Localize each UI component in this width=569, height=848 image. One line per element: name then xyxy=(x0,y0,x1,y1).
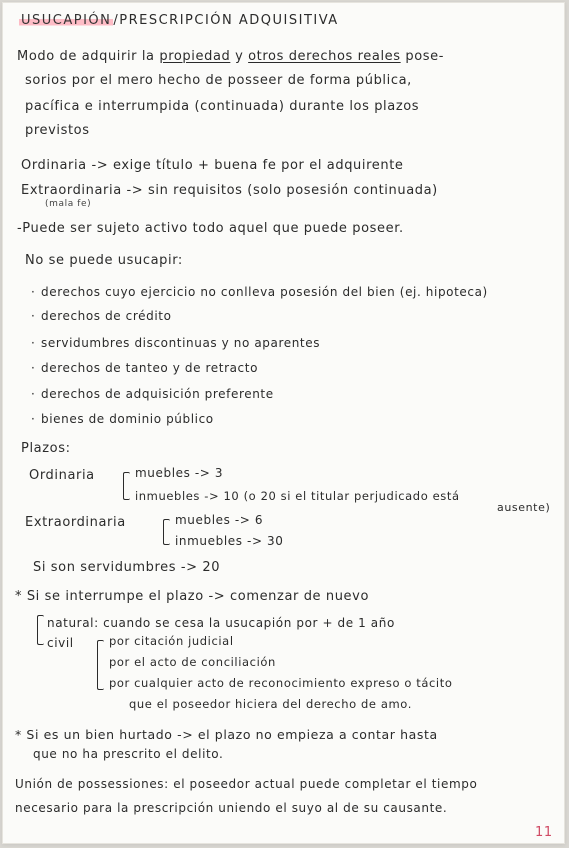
servidumbres-plazo: Si son servidumbres -> 20 xyxy=(33,560,221,575)
hurto-line-2: que no ha prescrito el delito. xyxy=(33,747,224,761)
union-line-2: necesario para la prescripción uniendo el suyo al de su causante. xyxy=(15,801,448,815)
list-item: · derechos de adquisición preferente xyxy=(31,387,274,401)
union-line-1: Unión de possessiones: el poseedor actual puede completar el tiempo xyxy=(15,777,478,791)
plazos-heading: Plazos: xyxy=(21,441,71,456)
plazo-extraordinaria-label: Extraordinaria xyxy=(25,515,126,530)
interrupcion-civil-label: civil xyxy=(47,636,74,650)
civil-item: por el acto de conciliación xyxy=(109,655,276,669)
extraordinaria-line: Extraordinaria -> sin requisitos (solo posesión continuada) xyxy=(21,183,438,198)
bracket-extraordinaria xyxy=(163,519,170,545)
title-highlight: USUCAPIÓN xyxy=(21,13,112,28)
definition-text: Modo de adquirir la xyxy=(17,49,155,64)
definition-line-2: sorios por el mero hecho de posseer de forma pública, xyxy=(25,73,412,88)
page-title xyxy=(19,13,339,28)
interrupcion-natural: natural: cuando se cesa la usucapión por + de 1 año xyxy=(47,616,395,630)
mala-fe-note: (mala fe) xyxy=(45,199,92,209)
list-item: · derechos de tanteo y de retracto xyxy=(31,361,259,375)
ord-muebles: muebles -> 3 xyxy=(135,466,224,480)
definition-line-1 xyxy=(17,49,444,64)
definition-line-3: pacífica e interrumpida (continuada) durante los plazos xyxy=(25,99,420,114)
plazo-ordinaria-label: Ordinaria xyxy=(29,468,95,483)
civil-item: por cualquier acto de reconocimiento expreso o tácito xyxy=(109,676,453,690)
civil-item: por citación judicial xyxy=(109,634,234,648)
ord-inmuebles: inmuebles -> 10 (o 20 si el titular perjudicado está xyxy=(135,489,460,503)
definition-underlined-derechos: otros derechos reales xyxy=(248,49,401,64)
list-item: · derechos cuyo ejercicio no conlleva posesión del bien (ej. hipoteca) xyxy=(31,285,488,299)
title-rest: /PRESCRIPCIÓN ADQUISITIVA xyxy=(113,13,339,28)
ord-ausente: ausente) xyxy=(497,501,551,514)
civil-item-tail: que el poseedor hiciera del derecho de amo. xyxy=(129,697,412,711)
bracket-ordinaria xyxy=(123,472,130,500)
ordinaria-line: Ordinaria -> exige título + buena fe por el adquirente xyxy=(21,158,404,173)
ext-inmuebles: inmuebles -> 30 xyxy=(175,534,284,548)
bracket-interrupcion xyxy=(37,615,44,645)
hurto-line-1: * Si es un bien hurtado -> el plazo no empieza a contar hasta xyxy=(15,727,438,742)
notebook-page xyxy=(2,2,565,844)
page-number: 11 xyxy=(535,825,553,840)
no-usucapir-heading: No se puede usucapir: xyxy=(25,253,183,268)
bracket-civil xyxy=(97,640,104,690)
list-item: · servidumbres discontinuas y no aparentes xyxy=(31,336,321,350)
interrupcion-line: * Si se interrumpe el plazo -> comenzar de nuevo xyxy=(15,589,369,604)
definition-text: y xyxy=(235,49,244,64)
sujeto-activo-line: -Puede ser sujeto activo todo aquel que puede poseer. xyxy=(17,221,404,236)
definition-line-4: previstos xyxy=(25,123,90,138)
definition-text: pose- xyxy=(405,49,445,64)
list-item: · bienes de dominio público xyxy=(31,412,214,426)
ext-muebles: muebles -> 6 xyxy=(175,513,264,527)
list-item: · derechos de crédito xyxy=(31,309,172,323)
definition-underlined-propiedad: propiedad xyxy=(159,49,231,64)
